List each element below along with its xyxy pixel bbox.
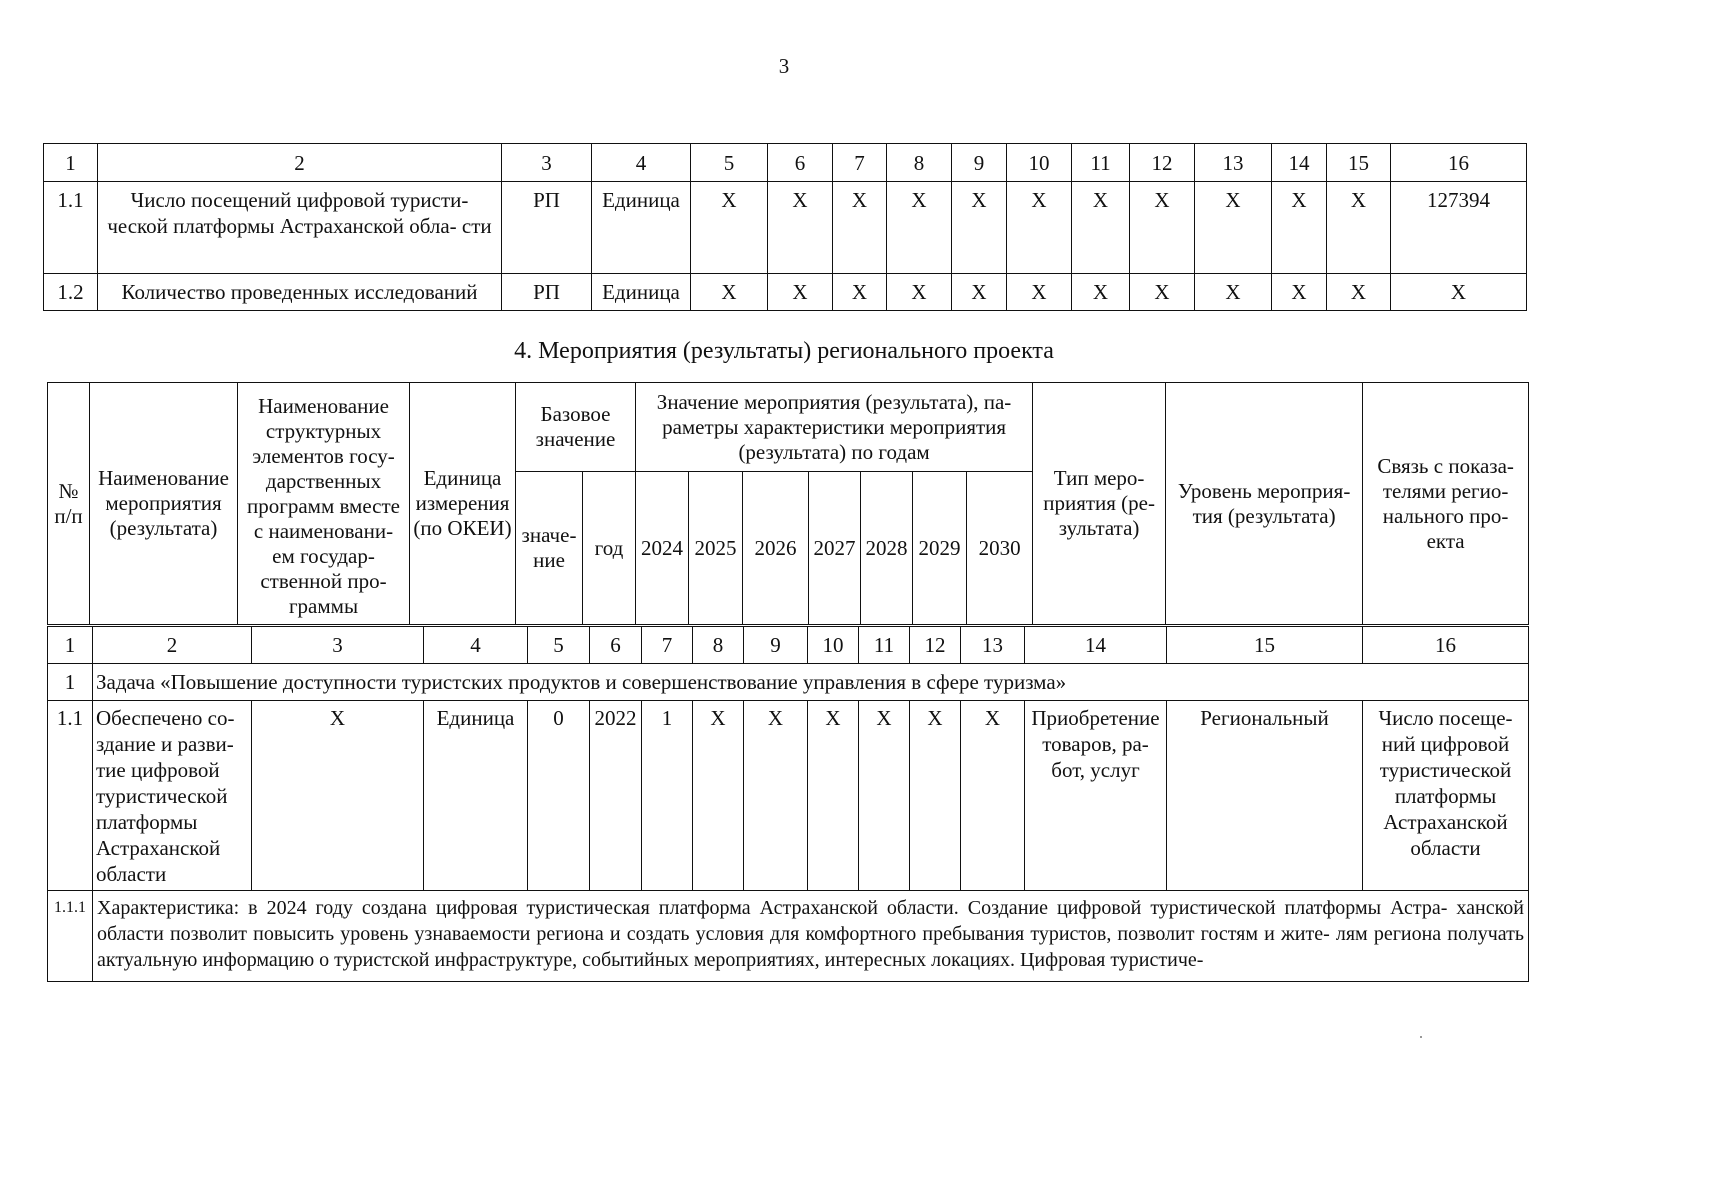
section-title: 4. Мероприятия (результаты) регионального проекта [514,338,1054,364]
column-number: 10 [808,627,859,664]
header-base-value-year: год [583,472,636,625]
column-number: 14 [1025,627,1167,664]
table-row [44,274,1527,311]
header-year: 2028 [861,472,913,625]
column-number: 13 [961,627,1025,664]
table-row [44,182,1527,274]
header-base-value-value: значе- ние [516,472,583,625]
column-number: 4 [424,627,528,664]
column-numbers-row [48,627,1529,664]
value-cell: X [1272,182,1327,274]
header-unit: Единица измерения (по ОКЕИ) [410,383,516,625]
indicator-name: Количество проведенных исследований [98,274,502,311]
characteristic-row [48,891,1529,982]
scan-speck [1420,1036,1422,1038]
header-cell: 4 [592,144,691,182]
value-cell: X [1072,182,1130,274]
header-cell: 14 [1272,144,1327,182]
value-cell: X [1327,182,1391,274]
year-value: X [744,701,808,891]
column-number: 15 [1167,627,1363,664]
header-values-by-year: Значение мероприятия (результата), па- раметры характеристики мероприятия (результата) по годам [636,383,1033,472]
header-year: 2025 [689,472,743,625]
activities-header-table [47,382,1529,625]
header-base-value: Базовое значение [516,383,636,472]
year-value: X [808,701,859,891]
value-cell: X [1072,274,1130,311]
value-cell: X [952,182,1007,274]
value-cell: X [1007,274,1072,311]
row-number: 1.1 [44,182,98,274]
header-year: 2029 [913,472,967,625]
year-value: X [859,701,910,891]
value-cell: X [887,274,952,311]
header-activity-type: Тип меро- приятия (ре- зультата) [1033,383,1166,625]
header-link-indicators: Связь с показа- телями регио- нального про- екта [1363,383,1529,625]
activity-unit: Единица [424,701,528,891]
header-cell: 10 [1007,144,1072,182]
header-cell: 13 [1195,144,1272,182]
column-number: 8 [693,627,744,664]
year-value: X [961,701,1025,891]
header-row [48,383,1529,472]
task-number: 1 [48,664,93,701]
header-year: 2024 [636,472,689,625]
header-cell: 12 [1130,144,1195,182]
value-cell: 127394 [1391,182,1527,274]
value-cell: X [691,274,768,311]
value-cell: X [1195,274,1272,311]
column-number: 9 [744,627,808,664]
indicator-name: Число посещений цифровой туристи- ческой платформы Астраханской обла- сти [98,182,502,274]
row-number: 1.1 [48,701,93,891]
value-cell: X [1195,182,1272,274]
column-number: 6 [590,627,642,664]
header-year: 2027 [809,472,861,625]
column-number: 12 [910,627,961,664]
header-cell: 5 [691,144,768,182]
header-cell: 2 [98,144,502,182]
activity-type: Приобретение товаров, ра- бот, услуг [1025,701,1167,891]
value-cell: X [833,182,887,274]
header-activity-name: Наименование мероприятия (результата) [90,383,238,625]
header-cell: 3 [502,144,592,182]
structural-element: X [252,701,424,891]
value-cell: X [768,274,833,311]
header-cell: 15 [1327,144,1391,182]
indicator-level: РП [502,274,592,311]
value-cell: X [1007,182,1072,274]
indicator-unit: Единица [592,182,691,274]
header-cell: 9 [952,144,1007,182]
header-cell: 11 [1072,144,1130,182]
characteristic-number: 1.1.1 [48,891,93,982]
value-cell: X [1130,182,1195,274]
activity-name: Обеспечено со- здание и разви- тие цифровой туристической платформы Астраханской области [93,701,252,891]
activities-body-table [47,626,1529,982]
value-cell: X [1272,274,1327,311]
year-value: 1 [642,701,693,891]
column-number: 7 [642,627,693,664]
base-value: 0 [528,701,590,891]
header-year: 2026 [743,472,809,625]
year-value: X [693,701,744,891]
value-cell: X [1130,274,1195,311]
indicator-unit: Единица [592,274,691,311]
value-cell: X [887,182,952,274]
year-value: X [910,701,961,891]
header-year: 2030 [967,472,1033,625]
activity-level: Региональный [1167,701,1363,891]
header-cell: 7 [833,144,887,182]
value-cell: X [952,274,1007,311]
column-number: 16 [1363,627,1529,664]
column-number: 3 [252,627,424,664]
base-year: 2022 [590,701,642,891]
header-cell: 8 [887,144,952,182]
header-activity-level: Уровень мероприя- тия (результата) [1166,383,1363,625]
column-number: 11 [859,627,910,664]
column-number: 2 [93,627,252,664]
header-number: № п/п [48,383,90,625]
header-cell: 6 [768,144,833,182]
row-number: 1.2 [44,274,98,311]
value-cell: X [768,182,833,274]
header-structural-elements: Наименование структурных элементов госу- дарственных программ вместе с наименовани- ем государ- ственной про- граммы [238,383,410,625]
value-cell: X [691,182,768,274]
column-number: 1 [48,627,93,664]
column-number: 5 [528,627,590,664]
value-cell: X [1327,274,1391,311]
table-header-row [44,144,1527,182]
header-cell: 16 [1391,144,1527,182]
header-cell: 1 [44,144,98,182]
indicator-level: РП [502,182,592,274]
value-cell: X [833,274,887,311]
table-row [48,701,1529,891]
page-number: 3 [778,54,790,78]
task-row [48,664,1529,701]
indicators-table [43,143,1527,311]
task-text: Задача «Повышение доступности туристских продуктов и совершенствование управления в сфере туризма» [93,664,1529,701]
link-indicators: Число посеще- ний цифровой туристической платформы Астраханской области [1363,701,1529,891]
value-cell: X [1391,274,1527,311]
characteristic-text: Характеристика: в 2024 году создана цифровая туристическая платформа Астраханской области. Создание цифровой туристической платформы Астра- ханской области позволит повысить уровень узнаваемости региона и создать условия для комфортного пребывания туристов, позволит гостям и жите- лям региона получать актуальную информацию о туристской инфраструктуре, событийных мероприятиях, интересных локациях. Цифровая туристиче- [93,891,1529,982]
